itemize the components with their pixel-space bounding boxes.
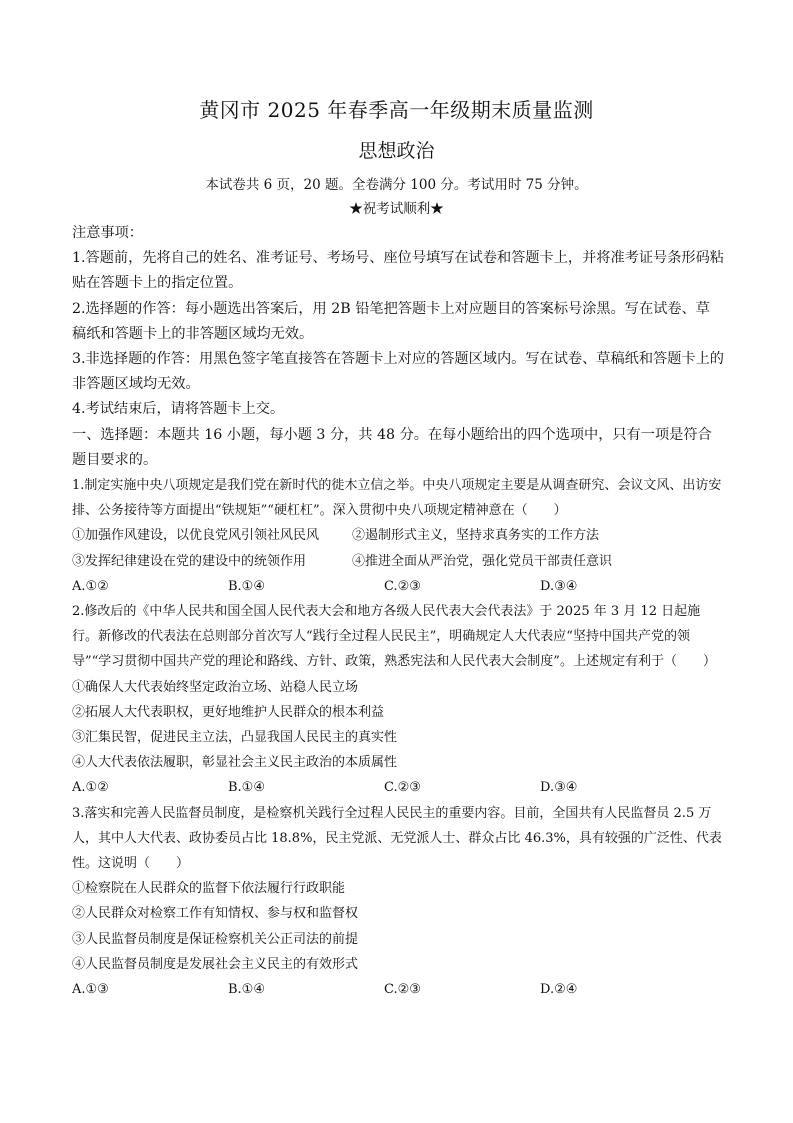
options-row-1 — [72, 574, 724, 599]
statement: ③发挥纪律建设在党的建设中的统领作用 — [72, 553, 307, 569]
statement: ④推进全面从严治党，强化党员干部责任意识 — [352, 553, 613, 569]
statement: ③人民监督员制度是保证检察机关公正司法的前提 — [72, 931, 359, 947]
exam-subject: 思想政治 — [358, 140, 435, 162]
statement: ②拓展人大代表职权，更好地维护人民群众的根本利益 — [72, 704, 385, 720]
option-a: A.①③ — [72, 982, 109, 998]
option-c: C.②③ — [384, 780, 421, 796]
option-a: A.①② — [72, 780, 109, 796]
question-stem-1: 1.制定实施中央八项规定是我们党在新时代的徙木立信之举。中央八项规定主要是从调查研究、会议文风、出访安排、公务接待等方面提出“铁规矩”“硬杠杠”。深入贯彻中央八项规定精神意在（ ） — [72, 478, 722, 519]
exam-meta: 本试卷共 6 页，20 题。全卷满分 100 分。考试用时 75 分钟。 — [205, 177, 588, 193]
option-b: B.①④ — [228, 982, 265, 998]
statement: ①加强作风建设，以优良党风引领社风民风 — [72, 528, 320, 544]
section-heading: 一、选择题：本题共 16 小题，每小题 3 分，共 48 分。在每小题给出的四个选项中，只有一项是符合题目要求的。 — [72, 426, 712, 468]
statement: ②人民群众对检察工作有知情权、参与权和监督权 — [72, 906, 359, 922]
options-row-3 — [72, 977, 724, 1002]
option-d: D.③④ — [540, 780, 578, 796]
option-c: C.②③ — [384, 982, 421, 998]
option-b: B.①④ — [228, 780, 265, 796]
option-d: D.③④ — [540, 578, 578, 594]
notes-item: 4.考试结束后，请将答题卡上交。 — [72, 401, 285, 418]
statement: ④人民监督员制度是发展社会主义民主的有效形式 — [72, 956, 359, 972]
statement-row — [72, 523, 724, 548]
question-stem-3: 3.落实和完善人民监督员制度，是检察机关践行全过程人民民主的重要内容。目前，全国共有人民监督员 2.5 万人，其中人大代表、政协委员占比 18.8%，民主党派、无党派人士、群众占比 46.3%，具有较强的广泛性、代表性。这说明（ ） — [72, 805, 722, 872]
option-c: C.②③ — [384, 578, 421, 594]
option-d: D.②④ — [540, 982, 578, 998]
question-stem-2: 2.修改后的《中华人民共和国全国人民代表大会和地方各级人民代表大会代表法》于 2025 年 3 月 12 日起施行。新修改的代表法在总则部分首次写人“践行全过程人民民主”，明确规定人大代表应“坚持中国共产党的领导”“学习贯彻中国共产党的理论和路线、方针、政策，熟悉宪法和人民代表大会制度”。上述规定有利于（ ） — [72, 604, 716, 670]
exam-wish: ★祝考试顺利★ — [349, 201, 444, 217]
exam-title: 黄冈市 2025 年春季高一年级期末质量监测 — [199, 98, 594, 122]
statement: ③汇集民智，促进民主立法，凸显我国人民民主的真实性 — [72, 730, 398, 746]
notes-item: 2.选择题的作答：每小题选出答案后，用 2B 铅笔把答题卡上对应题目的答案标号涂黑。写在试卷、草稿纸和答题卡上的非答题区域均无效。 — [72, 300, 710, 342]
statement: ④人大代表依法履职，彰显社会主义民主政治的本质属性 — [72, 755, 398, 771]
exam-content — [72, 221, 724, 1002]
statement-row — [72, 549, 724, 574]
notes-item: 3.非选择题的作答：用黑色签字笔直接答在答题卡上对应的答题区域内。写在试卷、草稿纸和答题卡上的非答题区域均无效。 — [72, 351, 724, 393]
statement: ①检察院在人民群众的监督下依法履行行政职能 — [72, 881, 346, 897]
option-a: A.①② — [72, 578, 109, 594]
notes-item: 1.答题前，先将自己的姓名、准考证号、考场号、座位号填写在试卷和答题卡上，并将准考证号条形码粘贴在答题卡上的指定位置。 — [72, 250, 724, 292]
statement: ②遏制形式主义，坚持求真务实的工作方法 — [352, 528, 600, 544]
options-row-2 — [72, 775, 724, 800]
option-b: B.①④ — [228, 578, 265, 594]
statement: ①确保人大代表始终坚定政治立场、站稳人民立场 — [72, 679, 359, 695]
notes-heading: 注意事项： — [72, 225, 143, 241]
